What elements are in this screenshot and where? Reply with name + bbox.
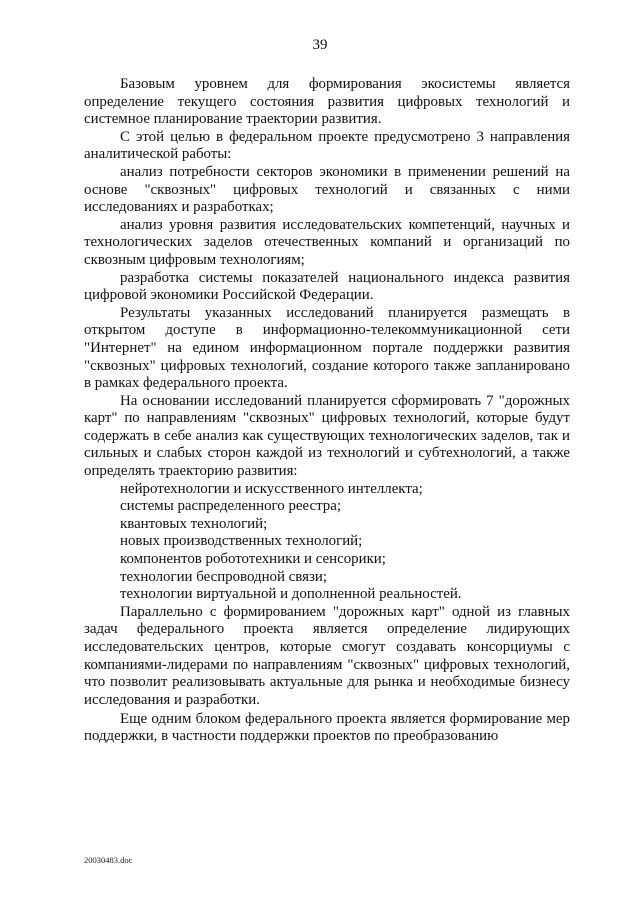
paragraph-index-development: разработка системы показателей национального индекса развития цифровой экономики Российской Федерации. (84, 269, 570, 304)
document-body (84, 76, 570, 746)
paragraph-leading-centers: Параллельно с формированием "дорожных карт" одной из главных задач федерального проекта является определение лидирующих исследовательских центров, которые смогут создавать консорциумы с компаниями-лидерами по направлениям "сквозных" цифровых технологий, что позволит реализовывать актуальные для рынка и необходимые бизнесу исследования и разработки. (84, 603, 570, 708)
footer-file-name: 20030483.doc (84, 855, 133, 865)
list-item-wireless: технологии беспроводной связи; (120, 568, 327, 585)
list-item-robotics: компонентов робототехники и сенсорики; (120, 551, 386, 568)
paragraph-analytical-directions: С этой целью в федеральном проекте предусмотрено 3 направления аналитической работы: (84, 128, 570, 163)
paragraph-support-measures: Еще одним блоком федерального проекта является формирование мер поддержки, в частности поддержки проектов по преобразованию (84, 710, 570, 745)
paragraph-results-publication: Результаты указанных исследований планируется размещать в открытом доступе в информационно-телекоммуникационной сети "Интернет" на едином информационном портале поддержки развития "сквозных" цифровых технологий, создание которого также запланировано в рамках федерального проекта. (84, 304, 570, 392)
page-number: 39 (312, 37, 328, 53)
list-item-vr-ar: технологии виртуальной и дополненной реальностей. (120, 586, 462, 603)
paragraph-roadmaps: На основании исследований планируется сформировать 7 "дорожных карт" по направлениям "сквозных" цифровых технологий, которые будут содержать в себе анализ как существующих технологических заделов, так и сильных и слабых сторон каждой из технологий и субтехнологий, а также определять траекторию развития: (84, 392, 570, 480)
paragraph-ecosystem-baseline: Базовым уровнем для формирования экосистемы является определение текущего состояния развития цифровых технологий и системное планирование траектории развития. (84, 76, 570, 128)
list-item-neurotech: нейротехнологии и искусственного интеллекта; (120, 480, 423, 497)
list-item-distributed-ledger: системы распределенного реестра; (120, 498, 341, 515)
paragraph-competence-analysis: анализ уровня развития исследовательских компетенций, научных и технологических заделов отечественных компаний и организаций по сквозным цифровым технологиям; (84, 216, 570, 268)
list-item-production-tech: новых производственных технологий; (120, 533, 363, 550)
list-item-quantum: квантовых технологий; (120, 515, 268, 532)
paragraph-sector-needs-analysis: анализ потребности секторов экономики в применении решений на основе "сквозных" цифровых технологий и связанных с ними исследованиях и разработках; (84, 163, 570, 216)
